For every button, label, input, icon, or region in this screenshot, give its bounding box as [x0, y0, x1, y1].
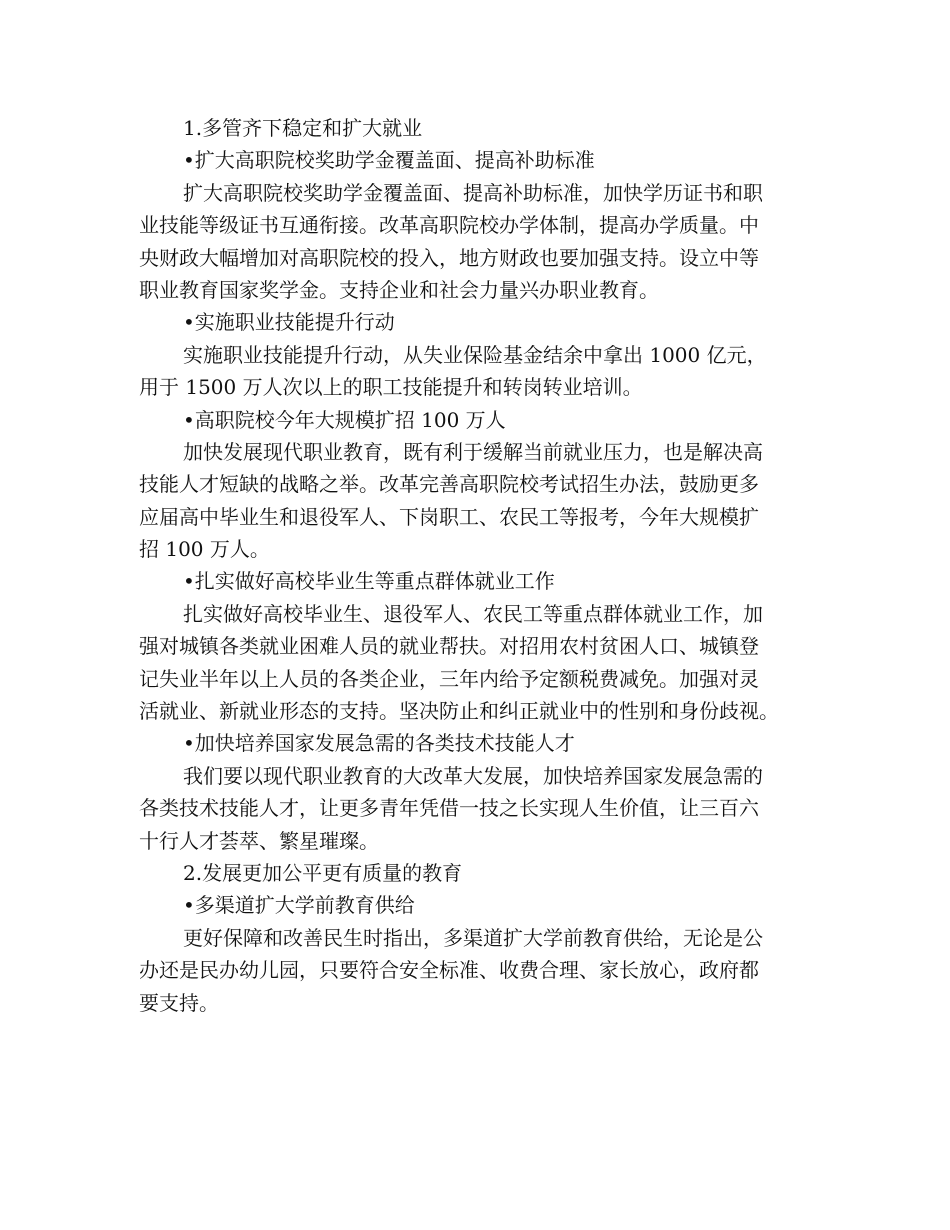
paragraph-line: 应届高中毕业生和退役军人、下岗职工、农民工等报考，今年大规模扩 [139, 504, 759, 529]
section-heading: 2.发展更加公平更有质量的教育 [183, 860, 463, 885]
paragraph-line: 活就业、新就业形态的支持。坚决防止和纠正就业中的性别和身份歧视。 [139, 699, 779, 724]
paragraph-line: 招 100 万人。 [139, 537, 270, 562]
paragraph-line: 业技能等级证书互通衔接。改革高职院校办学体制，提高办学质量。中 [139, 213, 759, 238]
paragraph-line: 实施职业技能提升行动，从失业保险基金结余中拿出 1000 亿元， [183, 342, 767, 367]
bullet-item: •加快培养国家发展急需的各类技术技能人才 [183, 731, 575, 756]
paragraph-line: 十行人才荟萃、繁星璀璨。 [139, 828, 379, 853]
bullet-item: •扎实做好高校毕业生等重点群体就业工作 [183, 569, 555, 594]
paragraph-line: 加快发展现代职业教育，既有利于缓解当前就业压力，也是解决高 [183, 439, 763, 464]
paragraph-line: 我们要以现代职业教育的大改革大发展，加快培养国家发展急需的 [183, 763, 763, 788]
paragraph [139, 436, 829, 566]
bullet-item: •扩大高职院校奖助学金覆盖面、提高补助标准 [183, 148, 595, 173]
paragraph-line: 要支持。 [139, 990, 219, 1015]
paragraph-line: 记失业半年以上人员的各类企业，三年内给予定额税费减免。加强对灵 [139, 666, 759, 691]
paragraph [139, 922, 829, 1019]
bullet-item: •多渠道扩大学前教育供给 [183, 893, 415, 918]
paragraph-line: 用于 1500 万人次以上的职工技能提升和转岗转业培训。 [139, 375, 643, 400]
bullet-item: •实施职业技能提升行动 [183, 310, 395, 335]
paragraph-line: 强对城镇各类就业困难人员的就业帮扶。对招用农村贫困人口、城镇登 [139, 634, 759, 659]
document-body [139, 112, 829, 1019]
paragraph-line: 职业教育国家奖学金。支持企业和社会力量兴办职业教育。 [139, 277, 659, 302]
paragraph-line: 技能人才短缺的战略之举。改革完善高职院校考试招生办法，鼓励更多 [139, 472, 759, 497]
bullet-item: •高职院校今年大规模扩招 100 万人 [183, 407, 506, 432]
paragraph-line: 办还是民办幼儿园，只要符合安全标准、收费合理、家长放心，政府都 [139, 958, 759, 983]
paragraph-line: 扩大高职院校奖助学金覆盖面、提高补助标准，加快学历证书和职 [183, 180, 763, 205]
paragraph [139, 760, 829, 857]
paragraph-line: 扎实做好高校毕业生、退役军人、农民工等重点群体就业工作，加 [183, 601, 763, 626]
paragraph-line: 各类技术技能人才，让更多青年凭借一技之长实现人生价值，让三百六 [139, 796, 759, 821]
paragraph [139, 339, 829, 404]
paragraph-line: 更好保障和改善民生时指出，多渠道扩大学前教育供给，无论是公 [183, 925, 763, 950]
section-heading: 1.多管齐下稳定和扩大就业 [183, 116, 423, 140]
paragraph [139, 177, 829, 307]
paragraph-line: 央财政大幅增加对高职院校的投入，地方财政也要加强支持。设立中等 [139, 245, 759, 270]
paragraph [139, 598, 829, 728]
